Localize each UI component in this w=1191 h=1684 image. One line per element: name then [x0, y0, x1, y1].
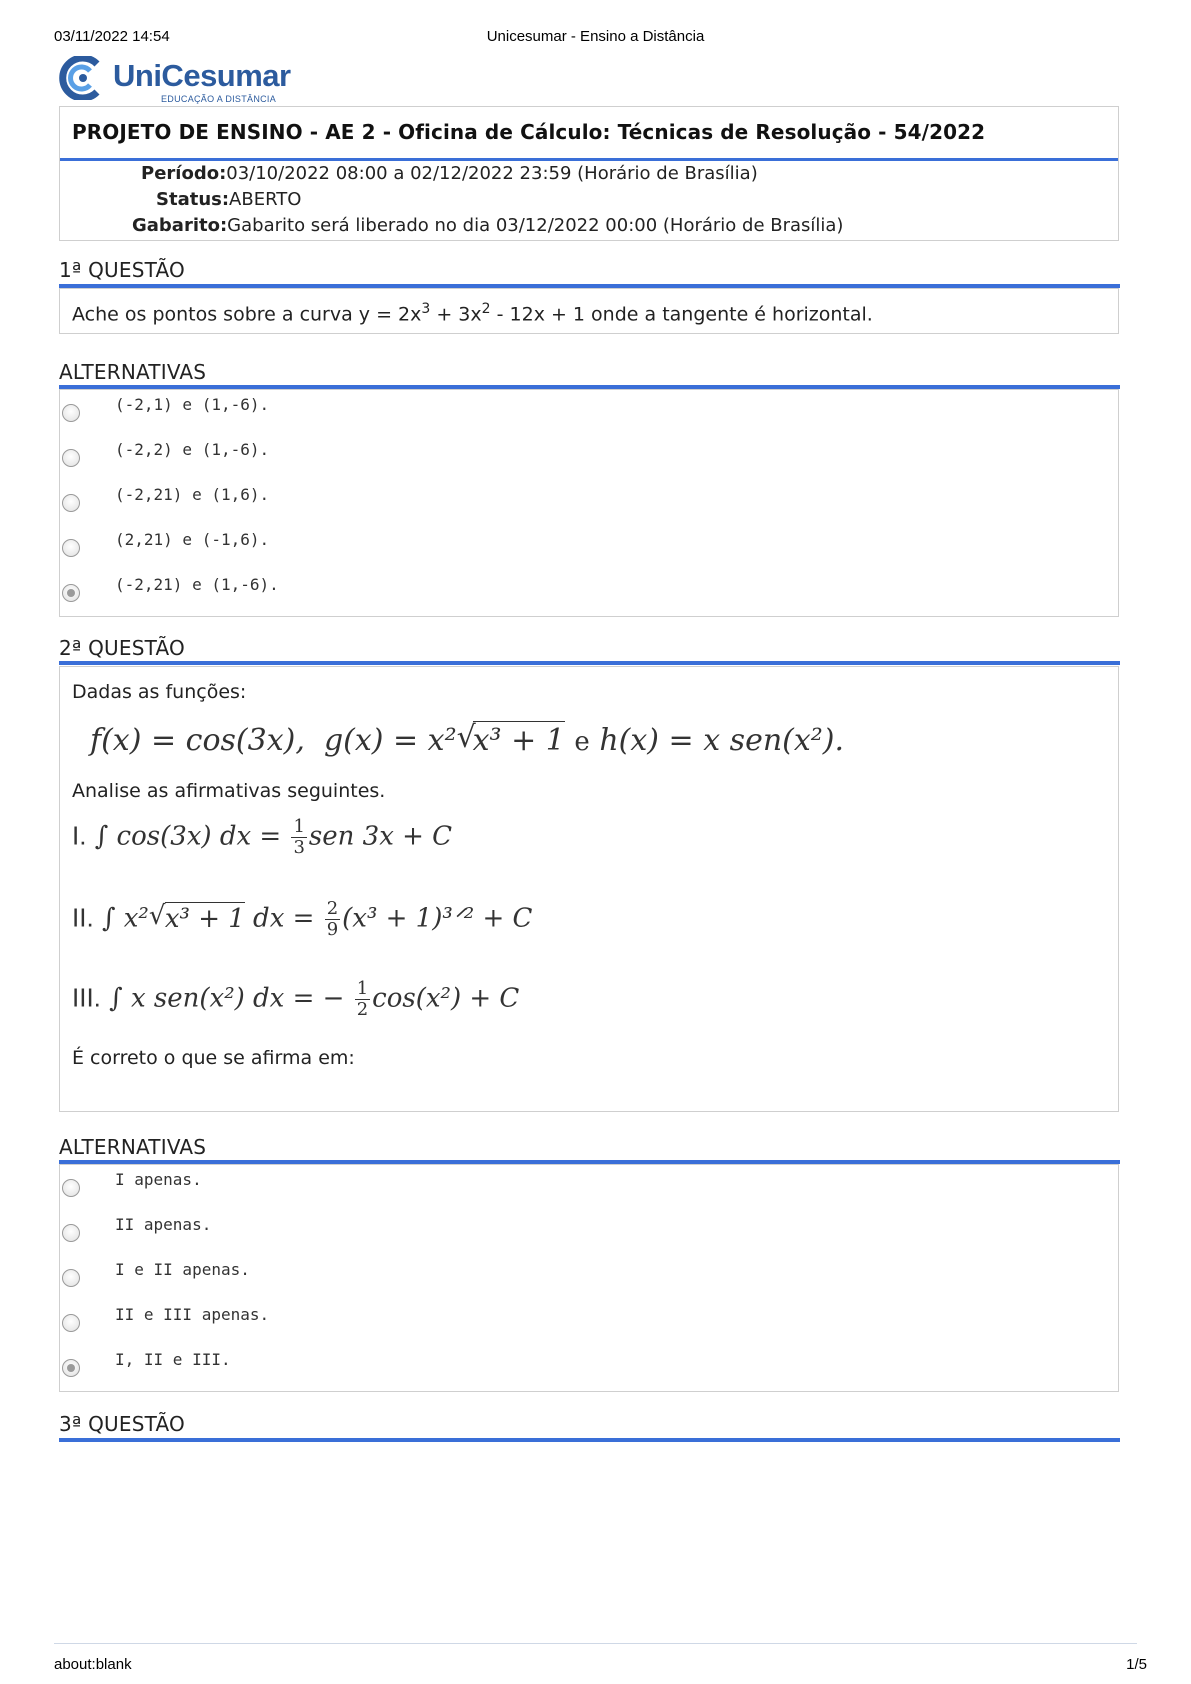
q1-text-part: Ache os pontos sobre a curva y = 2x — [72, 303, 422, 326]
q2-heading: 2ª QUESTÃO — [59, 636, 185, 660]
q1-exponent: 2 — [481, 301, 491, 317]
alternative-label: II apenas. — [115, 1215, 212, 1234]
logo-tagline: EDUCAÇÃO A DISTÂNCIA — [161, 94, 277, 104]
q3-heading: 3ª QUESTÃO — [59, 1412, 185, 1436]
q2-analyze: Analise as afirmativas seguintes. — [72, 780, 386, 802]
status-label: Status: — [156, 189, 230, 210]
alternative-label: (-2,1) e (1,-6). — [115, 395, 270, 414]
function-g: g(x) = x² — [323, 723, 457, 758]
unicesumar-logo — [57, 56, 297, 108]
print-date: 03/11/2022 14:54 — [54, 28, 170, 45]
periodo-label: Período: — [141, 163, 227, 184]
fraction — [291, 817, 306, 858]
alternative-label: II e III apenas. — [115, 1305, 270, 1324]
logo-mark-icon — [57, 56, 105, 100]
statement-prefix: III. — [72, 982, 101, 1013]
sqrt-icon: √ x³ + 1 — [456, 720, 565, 758]
radio-button[interactable] — [62, 404, 80, 422]
radio-button[interactable] — [62, 539, 80, 557]
radio-button[interactable] — [62, 449, 80, 467]
alternative-label: (-2,21) e (1,-6). — [115, 575, 279, 594]
footer-page-number: 1/5 — [1126, 1656, 1147, 1673]
denominator: 3 — [293, 837, 305, 858]
q1-text-part: - 12x + 1 onde a tangente é horizontal. — [490, 303, 873, 326]
function-f: f(x) = cos(3x), — [90, 723, 305, 758]
q1-heading: 1ª QUESTÃO — [59, 258, 185, 282]
statement-left: ∫ cos(3x) dx = — [94, 821, 282, 852]
alternative-label: (-2,21) e (1,6). — [115, 485, 270, 504]
radio-button[interactable] — [62, 1224, 80, 1242]
numerator: 2 — [326, 898, 339, 919]
print-title: Unicesumar - Ensino a Distância — [486, 28, 705, 45]
fraction — [325, 899, 340, 940]
statement-prefix: II. — [72, 902, 94, 933]
alternative-label: I, II e III. — [115, 1350, 231, 1369]
alternative-label: (2,21) e (-1,6). — [115, 530, 270, 549]
q3-heading-bar — [59, 1438, 1120, 1442]
statement-prefix: I. — [72, 820, 87, 851]
statement-1 — [72, 817, 452, 858]
q2-question: É correto o que se afirma em: — [72, 1047, 355, 1069]
radio-button[interactable] — [62, 494, 80, 512]
footer-url: about:blank — [54, 1656, 132, 1673]
radio-button-selected[interactable] — [62, 1359, 80, 1377]
project-separator — [60, 158, 1118, 161]
q1-alternatives-heading: ALTERNATIVAS — [59, 360, 207, 384]
alternative-label: (-2,2) e (1,-6). — [115, 440, 270, 459]
project-title: PROJETO DE ENSINO - AE 2 - Oficina de Cálculo: Técnicas de Resolução - 54/2022 — [72, 120, 986, 144]
denominator: 9 — [326, 919, 339, 940]
footer-divider — [54, 1643, 1137, 1644]
q2-heading-bar — [59, 661, 1120, 665]
statement-right: sen 3x + C — [308, 821, 453, 852]
q1-statement — [72, 301, 873, 325]
radicand: x³ + 1 — [164, 903, 245, 934]
logo-brand: UniCesumar — [113, 58, 291, 93]
alternative-label: I e II apenas. — [115, 1260, 250, 1279]
project-info-box — [59, 106, 1119, 241]
q1-exponent: 3 — [421, 301, 431, 317]
q1-text-part: + 3x — [430, 303, 482, 326]
statement-left: ∫ x² — [101, 903, 149, 934]
denominator: 2 — [356, 999, 369, 1020]
sqrt-icon: √ x³ + 1 — [148, 900, 245, 934]
q1-statement-box — [59, 288, 1119, 334]
statement-right: cos(x²) + C — [372, 983, 520, 1014]
q2-alternatives-heading: ALTERNATIVAS — [59, 1135, 207, 1159]
q2-statement-box — [59, 666, 1119, 1112]
radio-button[interactable] — [62, 1314, 80, 1332]
statement-right: (x³ + 1)³ᐟ² + C — [342, 903, 533, 934]
radio-button-selected[interactable] — [62, 584, 80, 602]
status-value: ABERTO — [229, 189, 302, 210]
fraction — [355, 979, 370, 1020]
gabarito-value: Gabarito será liberado no dia 03/12/2022 00:00 (Horário de Brasília) — [227, 215, 844, 236]
q2-alternatives-box — [59, 1164, 1119, 1392]
numerator: 1 — [293, 816, 305, 837]
statement-left: ∫ x sen(x²) dx = − — [109, 983, 345, 1014]
q2-functions — [90, 720, 845, 758]
statement-3 — [72, 979, 519, 1020]
gabarito-row — [132, 215, 843, 236]
print-header — [54, 28, 1137, 50]
gabarito-label: Gabarito: — [132, 215, 228, 236]
function-h: h(x) = x sen(x²). — [599, 723, 845, 758]
status-row — [156, 189, 301, 210]
alternative-label: I apenas. — [115, 1170, 202, 1189]
statement-left: dx = — [244, 903, 315, 934]
numerator: 1 — [356, 978, 369, 999]
periodo-row — [141, 163, 758, 184]
periodo-value: 03/10/2022 08:00 a 02/12/2022 23:59 (Horário de Brasília) — [226, 163, 758, 184]
radio-button[interactable] — [62, 1179, 80, 1197]
radicand: x³ + 1 — [472, 723, 565, 758]
conjunction: e — [574, 727, 590, 757]
q2-intro: Dadas as funções: — [72, 681, 247, 703]
q1-alternatives-box — [59, 389, 1119, 617]
statement-2 — [72, 899, 532, 940]
radio-button[interactable] — [62, 1269, 80, 1287]
